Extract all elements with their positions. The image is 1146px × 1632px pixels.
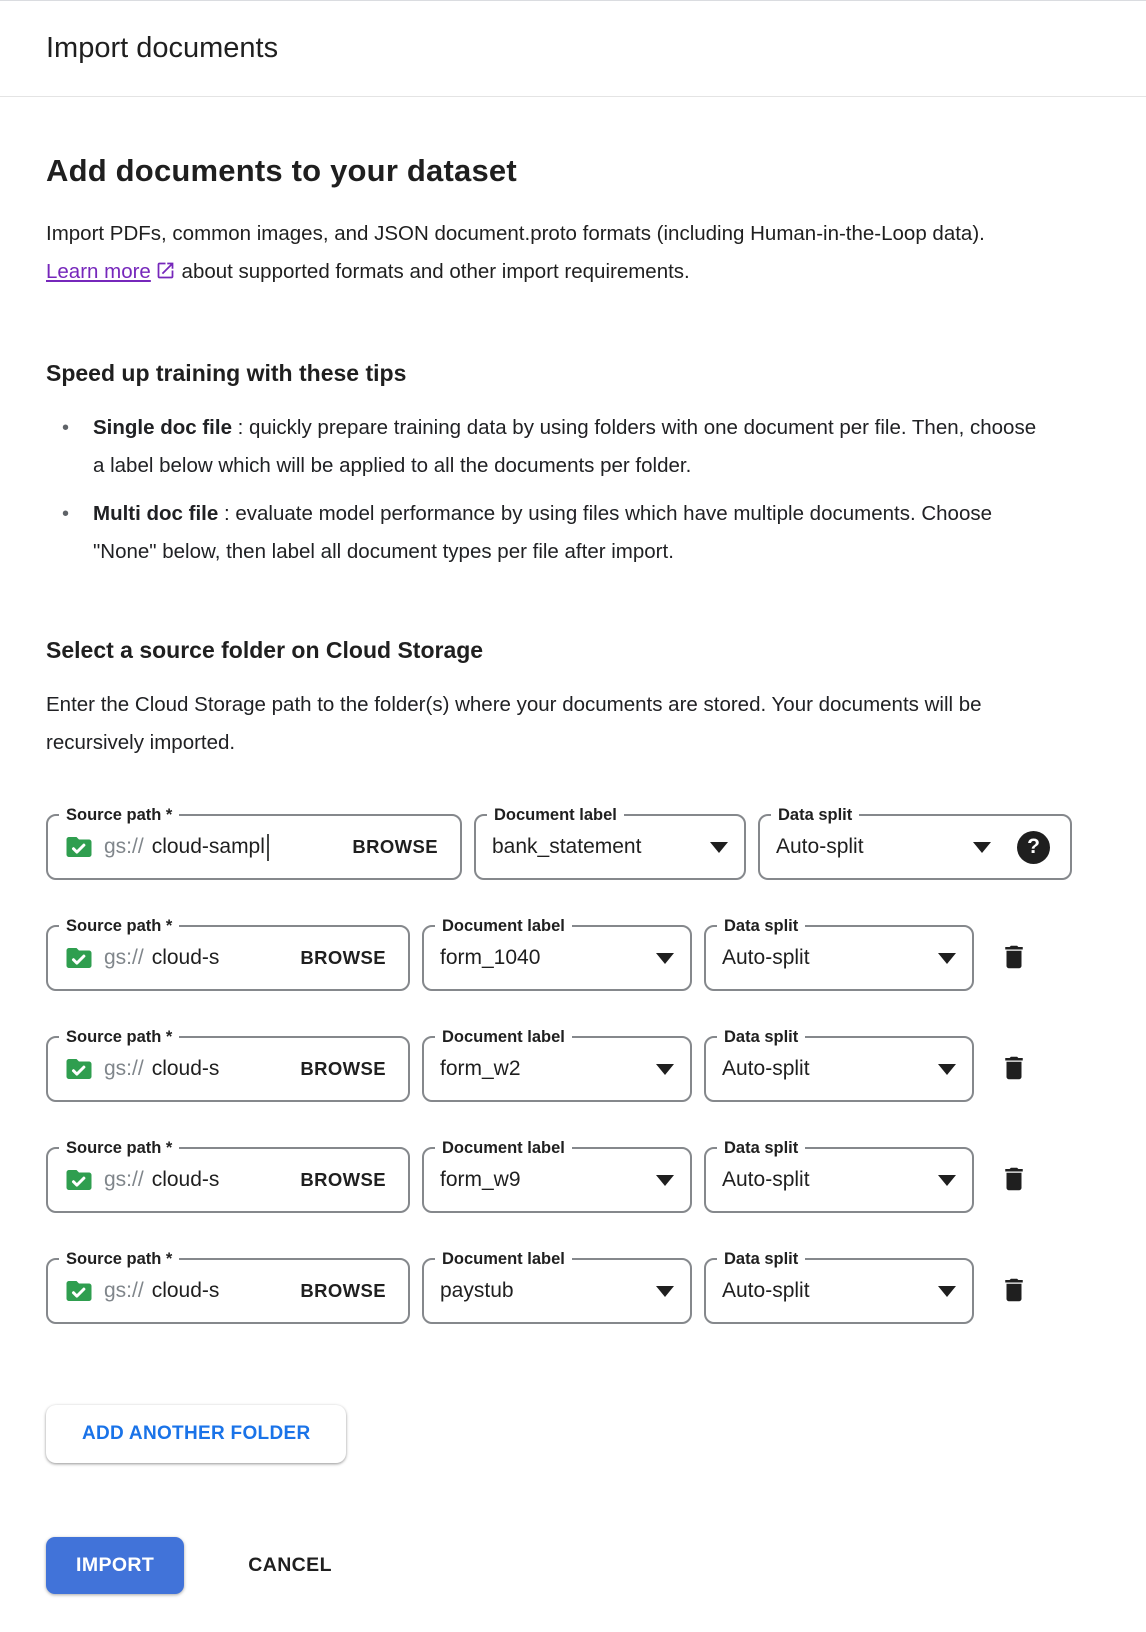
folder-check-icon (64, 832, 94, 862)
delete-row-button[interactable] (995, 1160, 1033, 1201)
import-button[interactable]: IMPORT (46, 1537, 184, 1594)
section-heading-tips: Speed up training with these tips (46, 360, 407, 386)
intro-text-after: about supported formats and other import requirements. (175, 260, 690, 283)
document-label-value: form_w2 (440, 1057, 521, 1080)
source-path-label: Source path * (59, 1137, 179, 1159)
document-label-select[interactable] (422, 917, 692, 991)
data-split-select[interactable] (704, 1028, 974, 1102)
section-heading-add-documents: Add documents to your dataset (46, 153, 517, 188)
data-split-select[interactable] (704, 917, 974, 991)
tip-multi-doc: • Multi doc file : evaluate model performance by using files which have multiple documents. Choose "None" below, then label all document types per file after import. (46, 495, 1046, 571)
folder-check-icon (64, 1276, 94, 1306)
source-path-field[interactable] (46, 917, 410, 991)
data-split-value: Auto-split (722, 1279, 810, 1302)
browse-button[interactable]: BROWSE (294, 943, 392, 973)
document-label-select[interactable] (422, 1028, 692, 1102)
source-path-label: Source path * (59, 1026, 179, 1048)
browse-button[interactable]: BROWSE (294, 1054, 392, 1084)
data-split-value: Auto-split (776, 835, 864, 858)
dropdown-arrow-icon (656, 953, 674, 964)
document-label-label: Document label (435, 1248, 572, 1270)
source-path-label: Source path * (59, 804, 179, 826)
data-split-label: Data split (717, 915, 805, 937)
folder-check-icon (64, 1165, 94, 1195)
dialog-body (0, 153, 1146, 1594)
dialog-header (0, 0, 1146, 97)
document-label-label: Document label (487, 804, 624, 826)
browse-button[interactable]: BROWSE (294, 1165, 392, 1195)
cancel-button[interactable]: CANCEL (248, 1554, 332, 1576)
document-label-select[interactable] (474, 806, 746, 880)
data-split-label: Data split (717, 1248, 805, 1270)
trash-icon (999, 1164, 1029, 1197)
document-label-value: bank_statement (492, 835, 642, 858)
data-split-select[interactable] (704, 1139, 974, 1213)
dropdown-arrow-icon (938, 1064, 956, 1075)
source-folder-row (46, 806, 1100, 880)
document-label-label: Document label (435, 1026, 572, 1048)
document-label-value: paystub (440, 1279, 514, 1302)
source-path-input[interactable]: cloud-s (151, 1279, 220, 1302)
source-folder-row (46, 1250, 1100, 1324)
source-path-field[interactable] (46, 806, 462, 880)
tips-list (46, 409, 1046, 571)
source-path-input[interactable]: cloud-s (151, 1057, 220, 1080)
data-split-select[interactable] (758, 806, 1072, 880)
source-folder-row (46, 1139, 1100, 1213)
data-split-value: Auto-split (722, 946, 810, 969)
delete-row-button[interactable] (995, 1049, 1033, 1090)
document-label-label: Document label (435, 1137, 572, 1159)
text-cursor (267, 834, 269, 861)
intro-paragraph (46, 215, 1036, 294)
document-label-label: Document label (435, 915, 572, 937)
external-link-icon (155, 256, 176, 294)
learn-more-link[interactable]: Learn more (46, 260, 151, 283)
dropdown-arrow-icon (710, 842, 728, 853)
add-another-folder-button[interactable]: ADD ANOTHER FOLDER (46, 1405, 346, 1463)
dropdown-arrow-icon (973, 842, 991, 853)
document-label-select[interactable] (422, 1250, 692, 1324)
tip-single-doc: • Single doc file : quickly prepare training data by using folders with one document per file. Then, choose a label below which will be applied to all the documents per folder. (46, 409, 1046, 485)
browse-button[interactable]: BROWSE (346, 832, 444, 862)
data-split-select[interactable] (704, 1250, 974, 1324)
source-path-field[interactable] (46, 1250, 410, 1324)
trash-icon (999, 942, 1029, 975)
document-label-select[interactable] (422, 1139, 692, 1213)
dropdown-arrow-icon (656, 1286, 674, 1297)
document-label-value: form_1040 (440, 946, 541, 969)
source-path-field[interactable] (46, 1028, 410, 1102)
gs-prefix: gs:// (104, 1057, 144, 1080)
trash-icon (999, 1275, 1029, 1308)
document-label-value: form_w9 (440, 1168, 521, 1191)
data-split-label: Data split (717, 1026, 805, 1048)
dropdown-arrow-icon (656, 1064, 674, 1075)
trash-icon (999, 1053, 1029, 1086)
section-heading-source-folder: Select a source folder on Cloud Storage (46, 637, 484, 663)
source-folder-description: Enter the Cloud Storage path to the folder(s) where your documents are stored. Your documents will be recursively imported. (46, 693, 982, 754)
intro-text-before: Import PDFs, common images, and JSON document.proto formats (including Human-in-the-Loop data). (46, 222, 985, 245)
source-folder-row (46, 1028, 1100, 1102)
data-split-label: Data split (717, 1137, 805, 1159)
gs-prefix: gs:// (104, 835, 144, 858)
source-path-input[interactable]: cloud-sampl (151, 835, 265, 858)
data-split-label: Data split (771, 804, 859, 826)
delete-row-button[interactable] (995, 938, 1033, 979)
source-path-label: Source path * (59, 1248, 179, 1270)
gs-prefix: gs:// (104, 946, 144, 969)
browse-button[interactable]: BROWSE (294, 1276, 392, 1306)
folder-check-icon (64, 943, 94, 973)
dialog-actions (46, 1537, 1100, 1594)
page-title: Import documents (46, 32, 279, 64)
source-path-label: Source path * (59, 915, 179, 937)
data-split-value: Auto-split (722, 1168, 810, 1191)
gs-prefix: gs:// (104, 1168, 144, 1191)
source-folder-row (46, 917, 1100, 991)
gs-prefix: gs:// (104, 1279, 144, 1302)
source-path-field[interactable] (46, 1139, 410, 1213)
source-rows (46, 806, 1100, 1324)
folder-check-icon (64, 1054, 94, 1084)
source-path-input[interactable]: cloud-s (151, 1168, 220, 1191)
dropdown-arrow-icon (656, 1175, 674, 1186)
delete-row-button[interactable] (995, 1271, 1033, 1312)
dropdown-arrow-icon (938, 953, 956, 964)
source-path-input[interactable]: cloud-s (151, 946, 220, 969)
dropdown-arrow-icon (938, 1286, 956, 1297)
help-icon[interactable]: ? (1017, 831, 1050, 864)
dropdown-arrow-icon (938, 1175, 956, 1186)
data-split-value: Auto-split (722, 1057, 810, 1080)
